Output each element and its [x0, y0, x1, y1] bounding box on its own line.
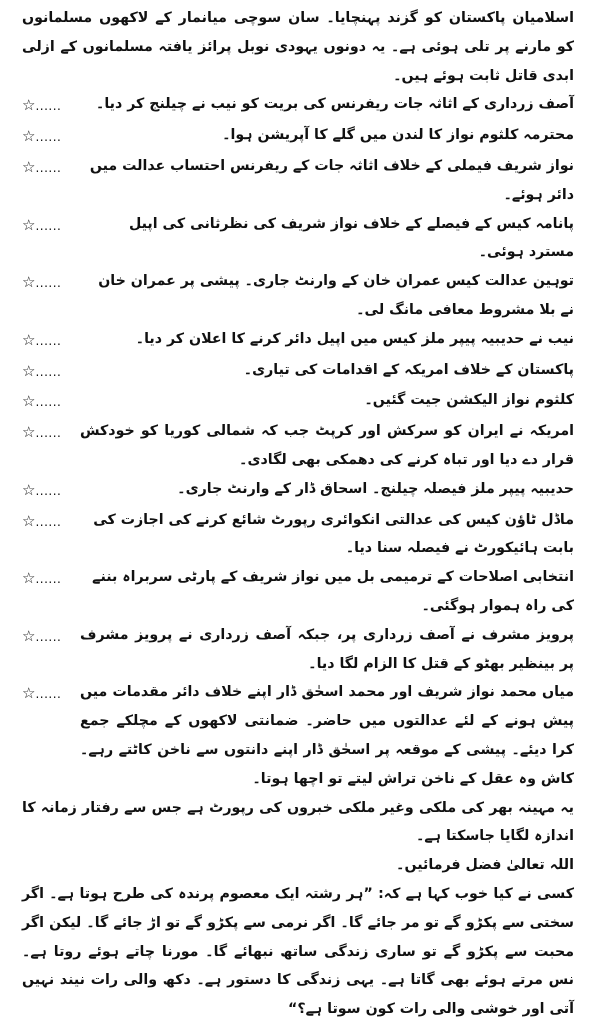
bullet-text: آصف زرداری کے اثاثہ جات ریفرنس کی بریت کو نیب نے چیلنج کر دیا۔: [96, 96, 574, 113]
bullet-marker: ☆......: [22, 423, 62, 442]
star-icon: ☆: [22, 511, 36, 530]
bullet-marker: ☆......: [22, 127, 62, 146]
star-icon: ☆: [22, 684, 36, 703]
star-icon: ☆: [22, 423, 36, 442]
bullet-marker: ☆......: [22, 392, 62, 411]
star-icon: ☆: [22, 273, 36, 292]
bullet-text: حدیبیہ پیپر ملز فیصلہ چیلنج۔ اسحاق ڈار کے وارنٹ جاری۔: [177, 480, 574, 497]
bullet-marker: ☆......: [22, 361, 62, 380]
bullet-marker: ☆......: [22, 511, 62, 530]
news-bullet: [22, 417, 574, 475]
news-bullet: [22, 563, 574, 621]
bullet-text: پرویز مشرف نے آصف زرداری پر، جبکہ آصف زرداری نے پرویز مشرف پر بینظیر بھٹو کے قتل کا الزام لگا دیا۔: [80, 626, 574, 672]
news-bullet: [22, 356, 574, 387]
intro-paragraph: اسلامیان پاکستان کو گزند پہنچایا۔ سان سوچی میانمار کے لاکھوں مسلمانوں کو مارنے پر تلی ہوئی ہے۔ یہ دونوں یہودی نوبل پرائز یافتہ مسلمانوں کے ازلی ابدی قاتل ثابت ہوئے ہیں۔: [22, 10, 574, 84]
news-bullet: [22, 386, 574, 417]
bullet-text: توہین عدالت کیس عمران خان کے وارنٹ جاری۔ پیشی پر عمران خان نے بلا مشروط معافی مانگ لی۔: [98, 273, 574, 318]
star-icon: ☆: [22, 330, 36, 349]
news-bullet: [22, 325, 574, 356]
closing-quote-paragraph: کسی نے کیا خوب کہا ہے کہ: ”ہر رشتہ ایک معصوم پرندہ کی طرح ہوتا ہے۔ اگر سختی سے پکڑو گے تو مر جائے گا۔ اگر نرمی سے پکڑو گے تو اڑ جائے گا۔ لیکن اگر محبت سے پکڑو گے تو ساری زندگی ساتھ نبھائے گا۔ مورنا چاتے ہوئے روتا ہے۔ نس مرتے ہوئے بھی گاتا ہے۔ یہی زندگی کا دستور ہے۔ دکھ والی رات نیند نہیں آتی اور خوشی والی رات کون سوتا ہے؟“: [22, 885, 574, 1018]
bullet-text: ماڈل ٹاؤن کیس کی عدالتی انکوائری رپورٹ شائع کرنے کی اجازت کی بابت ہائیکورٹ نے فیصلہ سنا دیا۔: [93, 511, 574, 557]
star-icon: ☆: [22, 361, 36, 380]
bullet-text: میاں محمد نواز شریف اور محمد اسحٰق ڈار اپنے خلاف دائر مقدمات میں پیش ہونے کے لئے عدالتوں میں حاضر۔ ضمانتی لاکھوں کے مچلکے جمع کرا دیئے۔ پیشی کے موقعہ پر اسحٰق ڈار اپنے دانتوں سے ناخن کاٹتے رہے۔ کاش وہ عقل کے ناخن تراش لیتے تو اچھا ہوتا۔: [80, 684, 574, 787]
bullet-marker: ☆......: [22, 569, 62, 588]
bullet-marker: ☆......: [22, 480, 62, 499]
star-icon: ☆: [22, 392, 36, 411]
star-icon: ☆: [22, 626, 36, 645]
bullet-text: پانامہ کیس کے فیصلے کے خلاف نواز شریف کی نظرثانی کی اپیل مسترد ہوئی۔: [128, 215, 574, 261]
bullet-text: امریکہ نے ایران کو سرکش اور کرپٹ جب کہ شمالی کوریا کو خودکش قرار دے دیا اور تباہ کرنے کی دھمکی بھی لگادی۔: [80, 423, 574, 468]
bullet-text: نواز شریف فیملی کے خلاف اثاثہ جات کے ریفرنس احتساب عدالت میں دائر ہوئے۔: [89, 157, 574, 203]
star-icon: ☆: [22, 215, 36, 234]
news-bullet: [22, 475, 574, 506]
prayer-line: اللہ تعالیٰ فضل فرمائیں۔: [396, 857, 574, 874]
news-bullet: [22, 506, 574, 564]
bullet-text: نیب نے حدیبیہ پیپر ملز کیس میں اپیل دائر کرنے کا اعلان کر دیا۔: [135, 330, 574, 347]
news-bullet: [22, 152, 574, 210]
news-bullet: [22, 121, 574, 152]
summary-paragraph: یہ مہینہ بھر کی ملکی وغیر ملکی خبروں کی رپورٹ ہے جس سے رفتار زمانہ کا اندازہ لگایا جاسکتا ہے۔: [22, 799, 574, 845]
bullet-marker: ☆......: [22, 157, 62, 176]
bullet-text: کلثوم نواز الیکشن جیت گئیں۔: [364, 392, 574, 409]
bullet-marker: ☆......: [22, 96, 62, 115]
bullet-marker: ☆......: [22, 626, 62, 645]
bullet-marker: ☆......: [22, 273, 62, 292]
star-icon: ☆: [22, 127, 36, 146]
bullet-marker: ☆......: [22, 330, 62, 349]
bullet-text: محترمہ کلثوم نواز کا لندن میں گلے کا آپریشن ہوا۔: [222, 127, 574, 144]
news-bullet-list: [22, 90, 574, 793]
news-bullet: [22, 90, 574, 121]
star-icon: ☆: [22, 480, 36, 499]
star-icon: ☆: [22, 96, 36, 115]
star-icon: ☆: [22, 569, 36, 588]
news-bullet: [22, 210, 574, 268]
star-icon: ☆: [22, 157, 36, 176]
news-bullet: [22, 267, 574, 325]
news-bullet: [22, 621, 574, 679]
bullet-text: پاکستان کے خلاف امریکہ کے اقدامات کی تیاری۔: [243, 361, 574, 378]
news-bullet: [22, 678, 574, 793]
bullet-text: انتخابی اصلاحات کے ترمیمی بل میں نواز شریف کے پارٹی سربراہ بننے کی راہ ہموار ہوگئی۔: [92, 569, 574, 614]
bullet-marker: ☆......: [22, 684, 62, 703]
bullet-marker: ☆......: [22, 215, 62, 234]
